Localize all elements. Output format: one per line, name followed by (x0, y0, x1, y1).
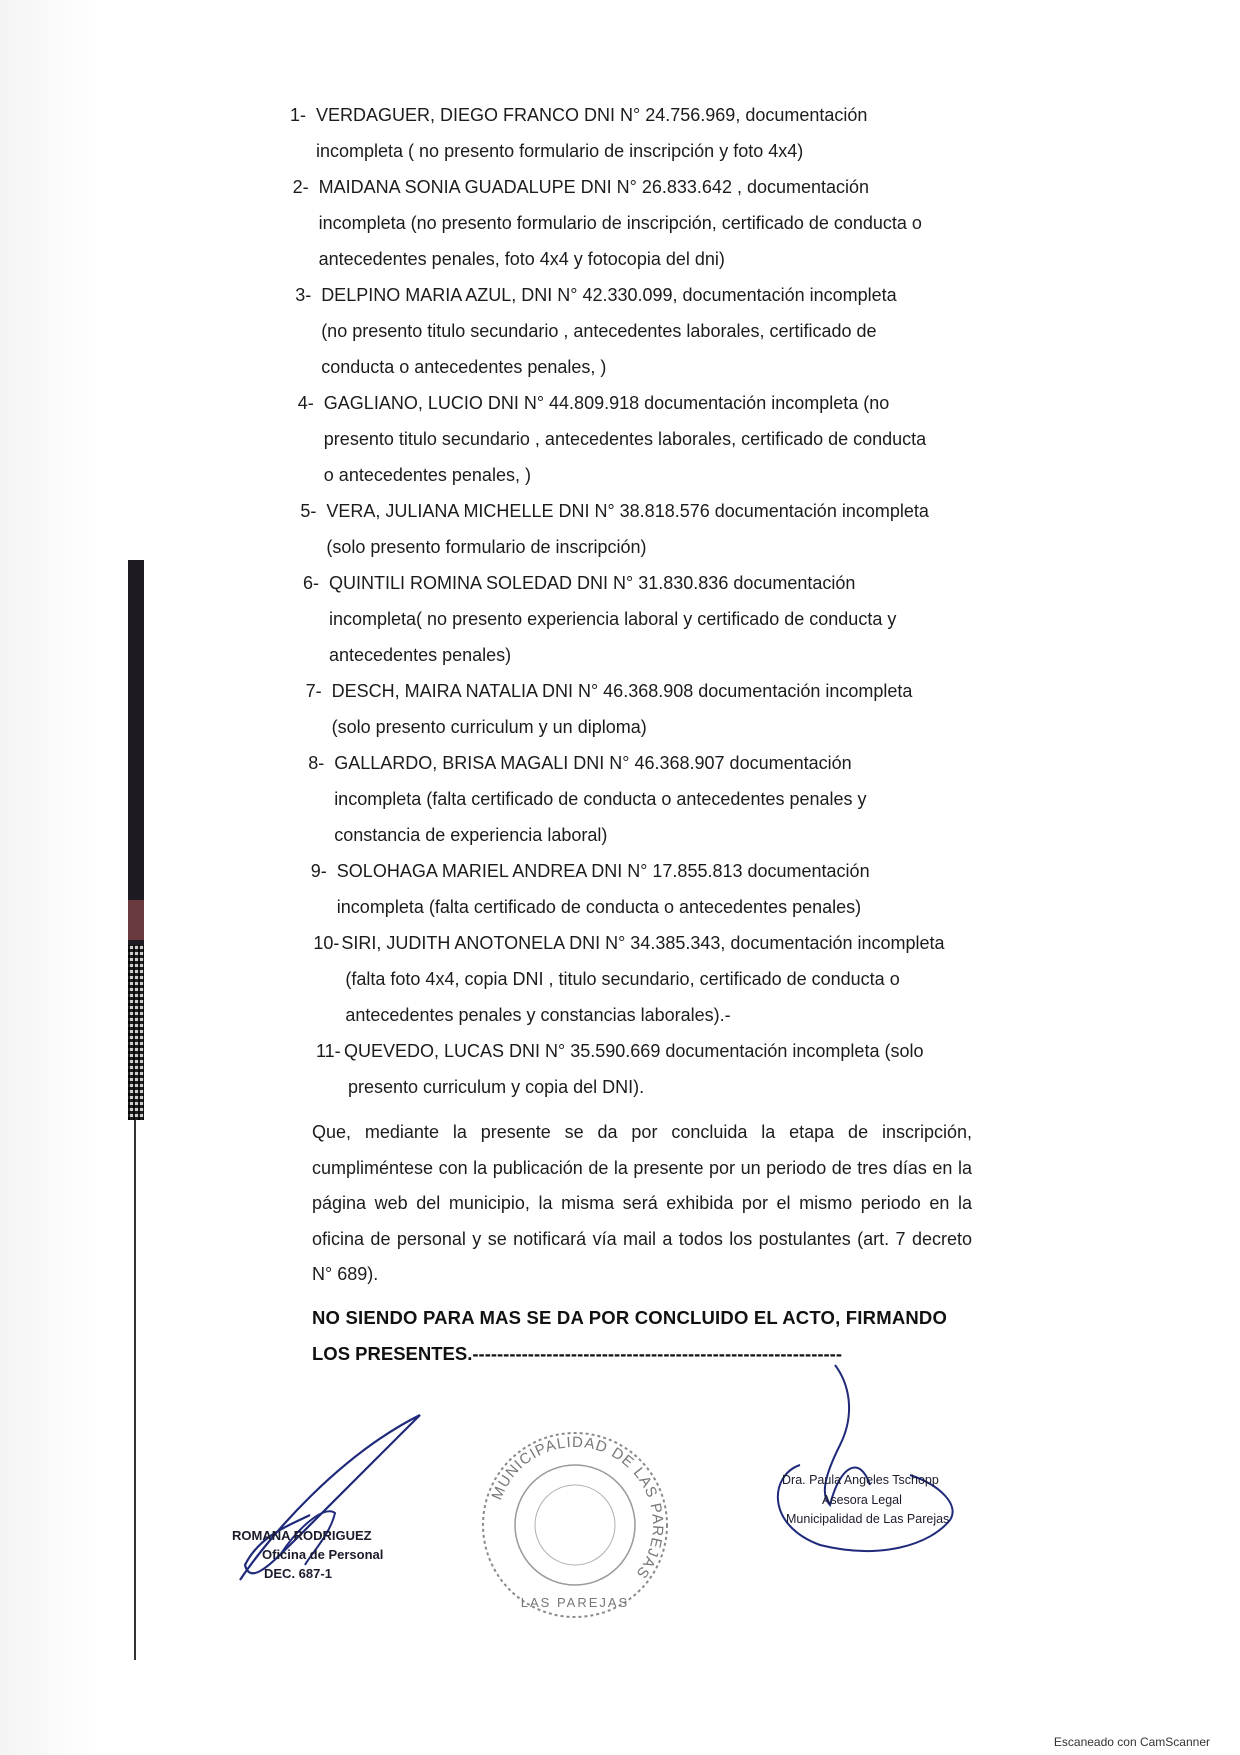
list-item-number: 9- (310, 861, 327, 881)
list-item-line: incompleta( no presento experiencia laboral y certificado de conducta y (329, 609, 897, 629)
list-item-line: SOLOHAGA MARIEL ANDREA DNI N° 17.855.813 documentación (336, 861, 870, 881)
list-item-number: 8- (308, 753, 325, 773)
list-item-number: 2- (292, 177, 309, 197)
list-item-line: SIRI, JUDITH ANOTONELA DNI N° 34.385.343, documentación incompleta (341, 933, 945, 953)
list-item-number: 7- (305, 681, 322, 701)
list-item-line: QUEVEDO, LUCAS DNI N° 35.590.669 documentación incompleta (solo (344, 1041, 924, 1061)
list-item-number: 4- (297, 393, 314, 413)
list-item-line: presento curriculum y copia del DNI). (348, 1077, 645, 1097)
list-item-line: incompleta (falta certificado de conducta o antecedentes penales) (336, 897, 862, 917)
seal-stamp (475, 1425, 675, 1625)
signature-right-name: Dra. Paula Angeles Tschopp (782, 1473, 939, 1487)
signature-left-dec: DEC. 687-1 (264, 1566, 332, 1581)
signature-left-role: Oficina de Personal (262, 1547, 384, 1562)
signature-right-role: Asesora Legal (822, 1493, 902, 1507)
municipal-seal (475, 1425, 675, 1625)
list-item-line: antecedentes penales) (329, 645, 512, 665)
closing-line-2: LOS PRESENTES.------------------------------------------------------------ (312, 1343, 843, 1364)
list-item-line: QUINTILI ROMINA SOLEDAD DNI N° 31.830.836 documentación (329, 573, 856, 593)
closing-line-1: NO SIENDO PARA MAS SE DA POR CONCLUIDO EL ACTO, FIRMANDO (312, 1307, 948, 1328)
list-item-line: MAIDANA SONIA GUADALUPE DNI N° 26.833.642 , documentación (318, 177, 870, 197)
signature-right-scribble (760, 1355, 980, 1575)
list-item-line: antecedentes penales y constancias laborales).- (345, 1005, 731, 1025)
signature-right-org: Municipalidad de Las Parejas (786, 1512, 950, 1526)
list-item-line: (no presento titulo secundario , antecedentes laborales, certificado de (321, 321, 877, 341)
list-item-number: 6- (303, 573, 320, 593)
list-item-line: DESCH, MAIRA NATALIA DNI N° 46.368.908 documentación incompleta (331, 681, 913, 701)
list-item-line: constancia de experiencia laboral) (334, 825, 608, 845)
list-item-line: conducta o antecedentes penales, ) (321, 357, 607, 377)
list-item-line: VERA, JULIANA MICHELLE DNI N° 38.818.576 documentación incompleta (326, 501, 929, 521)
list-item-number: 3- (295, 285, 312, 305)
list-item-number: 11- (316, 1041, 341, 1061)
list-item-line: (solo presento curriculum y un diploma) (331, 717, 647, 737)
signature-left (230, 1395, 470, 1595)
seal-ring-text: MUNICIPALIDAD DE LAS PAREJAS (488, 1433, 667, 1582)
list-item-line: GALLARDO, BRISA MAGALI DNI N° 46.368.907 documentación (334, 753, 852, 773)
seal-bottom-text: LAS PAREJAS (520, 1595, 630, 1610)
list-item-number: 5- (300, 501, 317, 521)
list-item-number: 10- (313, 933, 340, 953)
list-item-line: antecedentes penales, foto 4x4 y fotocopia del dni) (318, 249, 725, 269)
list-item-number: 1- (290, 105, 307, 125)
list-item-line: DELPINO MARIA AZUL, DNI N° 42.330.099, documentación incompleta (321, 285, 897, 305)
list-item-line: (falta foto 4x4, copia DNI , titulo secundario, certificado de conducta o (345, 969, 900, 989)
list-item-line: incompleta (falta certificado de conducta o antecedentes penales y (334, 789, 867, 809)
list-item-line: presento titulo secundario , antecedentes laborales, certificado de conducta (323, 429, 927, 449)
list-item-line: incompleta (no presento formulario de inscripción, certificado de conducta o (318, 213, 922, 233)
list-item-line: incompleta ( no presento formulario de inscripción y foto 4x4) (316, 141, 804, 161)
list-item-line: (solo presento formulario de inscripción) (326, 537, 647, 557)
list-item-line: GAGLIANO, LUCIO DNI N° 44.809.918 documentación incompleta (no (323, 393, 890, 413)
list-item-line: o antecedentes penales, ) (323, 465, 531, 485)
list-item-line: VERDAGUER, DIEGO FRANCO DNI N° 24.756.969, documentación (316, 105, 868, 125)
signature-right (760, 1355, 980, 1575)
signature-left-name: ROMANA RODRIGUEZ (232, 1528, 372, 1543)
conclusion-paragraph: Que, mediante la presente se da por concluida la etapa de inscripción, cumpliméntese con la publicación de la presente por un periodo de tres días en la página web del municipio, la misma será exhibida por el mismo periodo en la oficina de personal y se notificará vía mail a todos los postulantes (art. 7 decreto N° 689). (312, 1122, 972, 1284)
scanner-footer: Escaneado con CamScanner (1053, 1735, 1210, 1749)
signature-left-scribble (230, 1395, 470, 1595)
